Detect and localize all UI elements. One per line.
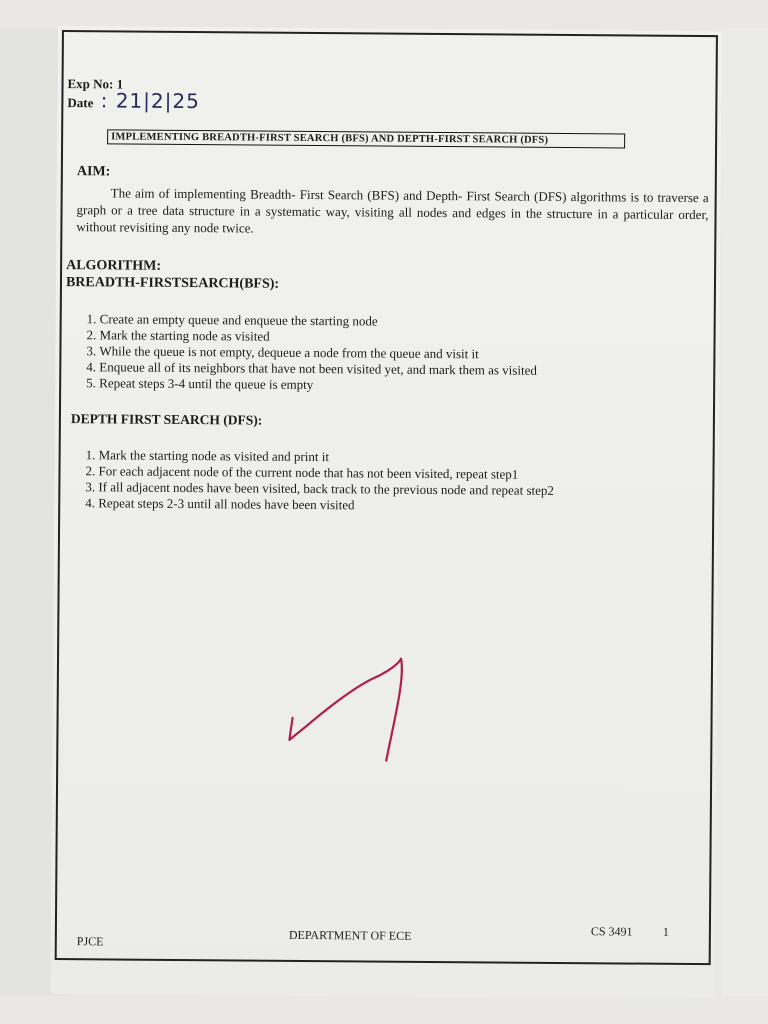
exp-label: Exp No: bbox=[67, 76, 114, 92]
footer-page-number: 1 bbox=[662, 924, 669, 939]
list-item: 4. Repeat steps 2-3 until all nodes have been visited bbox=[98, 495, 706, 516]
aim-heading: AIM: bbox=[76, 164, 111, 180]
list-item: 2. Mark the starting node as visited bbox=[100, 327, 708, 348]
dfs-heading: DEPTH FIRST SEARCH (DFS): bbox=[70, 411, 263, 428]
list-item: 4. Enqueue all of its neighbors that have not been visited yet, and mark them as visited bbox=[99, 359, 707, 380]
aim-text: The aim of implementing Breadth- First Search (BFS) and Depth- First Search (DFS) algorithms is to traverse a graph or a tree data structure in a systematic way, visiting all nodes and edges in the structure in a particular order, without revisiting any node twice. bbox=[76, 185, 709, 236]
document-page bbox=[50, 26, 722, 999]
exp-value: 1 bbox=[116, 76, 124, 92]
list-item: 2. For each adjacent node of the current node that has not been visited, repeat step1 bbox=[98, 463, 706, 484]
dfs-steps-list bbox=[64, 447, 706, 516]
date-line bbox=[67, 88, 709, 116]
background-right bbox=[722, 28, 768, 996]
date-value: : 21|2|25 bbox=[100, 88, 200, 114]
list-item: 3. If all adjacent nodes have been visited, back track to the previous node and repeat step2 bbox=[98, 479, 706, 500]
list-item: 5. Repeat steps 3-4 until the queue is empty bbox=[99, 375, 707, 396]
list-item: 3. While the queue is not empty, dequeue a node from the queue and visit it bbox=[99, 343, 707, 364]
list-item: 1. Mark the starting node as visited and print it bbox=[99, 447, 707, 468]
page-content bbox=[64, 76, 709, 516]
date-label: Date bbox=[67, 95, 94, 111]
algorithm-label: ALGORITHM: bbox=[66, 258, 162, 274]
footer-department: DEPARTMENT OF ECE bbox=[288, 927, 412, 943]
bfs-heading: BREADTH-FIRSTSEARCH(BFS): bbox=[65, 275, 280, 292]
checkmark-icon bbox=[282, 648, 413, 769]
page-footer bbox=[51, 916, 715, 951]
algorithm-heading bbox=[66, 257, 708, 296]
list-item: 1. Create an empty queue and enqueue the starting node bbox=[100, 311, 708, 332]
footer-college: PJCE bbox=[76, 934, 104, 949]
bfs-steps-list bbox=[65, 311, 708, 396]
footer-course-code: CS 3491 bbox=[590, 924, 633, 939]
experiment-title: IMPLEMENTING BREADTH-FIRST SEARCH (BFS) AND DEPTH-FIRST SEARCH (DFS) bbox=[107, 129, 625, 148]
